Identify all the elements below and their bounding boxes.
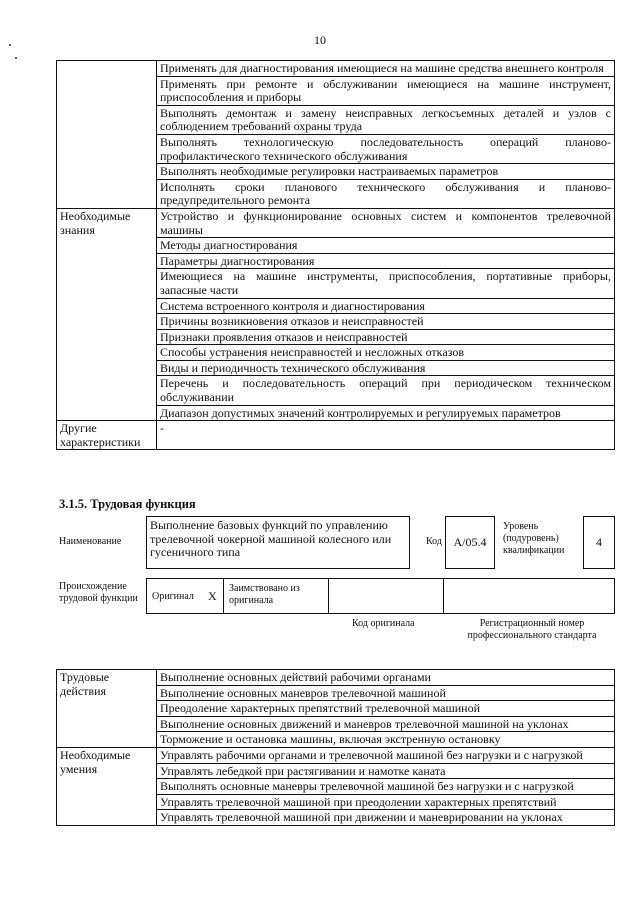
table-cell: Методы диагностирования	[157, 238, 615, 254]
origin-row	[146, 578, 615, 614]
table-cell: Исполнять сроки планового технического обслуживания и планово-предупредительного ремонта	[157, 179, 615, 208]
function-name: Выполнение базовых функций по управлению трелевочной чокерной машиной колесного или гусеничного типа	[150, 518, 392, 560]
code-original-caption: Код оригинала	[352, 618, 415, 629]
name-label: Наименование	[59, 536, 122, 547]
row-label: Другие характеристики	[57, 421, 157, 450]
table-cell: Преодоление характерных препятствий трелевочной машиной	[157, 701, 615, 717]
table-cell: Перечень и последовательность операций при периодическом техническом обслуживании	[157, 376, 615, 405]
table-cell: Способы устранения неисправностей и несложных отказов	[157, 345, 615, 361]
table-cell: Система встроенного контроля и диагностирования	[157, 298, 615, 314]
row-label: Необходимые умения	[57, 747, 157, 825]
divider	[223, 579, 224, 613]
table-cell: Устройство и функционирование основных систем и компонентов трелевочной машины	[157, 208, 615, 237]
table-cell: Управлять рабочими органами и трелевочной машиной без нагрузки и с нагрузкой	[157, 747, 615, 763]
table-cell: Имеющиеся на машине инструменты, приспособления, портативные приборы, запасные части	[157, 269, 615, 298]
table-cell: -	[157, 421, 615, 450]
table-cell: Выполнять необходимые регулировки настраиваемых параметров	[157, 164, 615, 180]
table-cell: Выполнение основных действий рабочими органами	[157, 670, 615, 686]
page-number: 10	[314, 33, 326, 47]
table-row	[57, 208, 615, 237]
table-row	[57, 670, 615, 686]
level-box	[583, 516, 615, 569]
table-cell: Применять для диагностирования имеющиеся на машине средства внешнего контроля	[157, 61, 615, 77]
table-cell: Выполнение основных движений и маневров трелевочной машиной на уклонах	[157, 716, 615, 732]
table-cell: Выполнять основные маневры трелевочной машиной без нагрузки и с нагрузкой	[157, 779, 615, 795]
row-label	[57, 61, 157, 209]
table-cell: Управлять трелевочной машиной при преодолении характерных препятствий	[157, 794, 615, 810]
row-label: Трудовые действия	[57, 670, 157, 748]
section-title: 3.1.5. Трудовая функция	[59, 497, 196, 511]
code-value: А/05.4	[453, 534, 487, 549]
divider	[328, 579, 329, 613]
divider	[443, 579, 444, 613]
table-cell: Причины возникновения отказов и неисправностей	[157, 314, 615, 330]
row-label: Необходимые знания	[57, 208, 157, 420]
table-cell: Виды и периодичность технического обслуживания	[157, 360, 615, 376]
function-name-box	[146, 516, 410, 569]
level-label: Уровень (подуровень) квалификации	[503, 521, 565, 556]
borrowed-label: Заимствовано из оригинала	[229, 583, 300, 606]
table-cell: Управлять лебедкой при растягивании и намотке каната	[157, 763, 615, 779]
table-cell: Параметры диагностирования	[157, 253, 615, 269]
level-value: 4	[596, 534, 602, 549]
original-label: Оригинал	[152, 591, 194, 602]
requirements-table	[56, 60, 615, 450]
table-cell: Выполнение основных маневров трелевочной машиной	[157, 685, 615, 701]
table-cell: Выполнять технологическую последовательность операций планово-профилактического технического обслуживания	[157, 134, 615, 163]
table-row	[57, 421, 615, 450]
reg-number-caption: Регистрационный номер профессионального стандарта	[467, 618, 597, 641]
actions-table	[56, 669, 615, 826]
table-row	[57, 61, 615, 77]
code-box	[445, 516, 495, 569]
table-row	[57, 747, 615, 763]
code-label: Код	[426, 536, 442, 547]
table-cell: Торможение и остановка машины, включая экстренную остановку	[157, 732, 615, 748]
table-cell: Признаки проявления отказов и неисправностей	[157, 329, 615, 345]
table-cell: Применять при ремонте и обслуживании имеющиеся на машине инструмент, приспособления и приборы	[157, 76, 615, 105]
table-cell: Управлять трелевочной машиной при движении и маневрировании на уклонах	[157, 810, 615, 826]
table-cell: Диапазон допустимых значений контролируемых и регулируемых параметров	[157, 405, 615, 421]
scan-speck	[15, 57, 17, 59]
origin-label: Происхождение трудовой функции	[59, 581, 138, 604]
table-cell: Выполнять демонтаж и замену неисправных легкосъемных деталей и узлов с соблюдением требований охраны труда	[157, 105, 615, 134]
original-mark: X	[208, 589, 217, 603]
